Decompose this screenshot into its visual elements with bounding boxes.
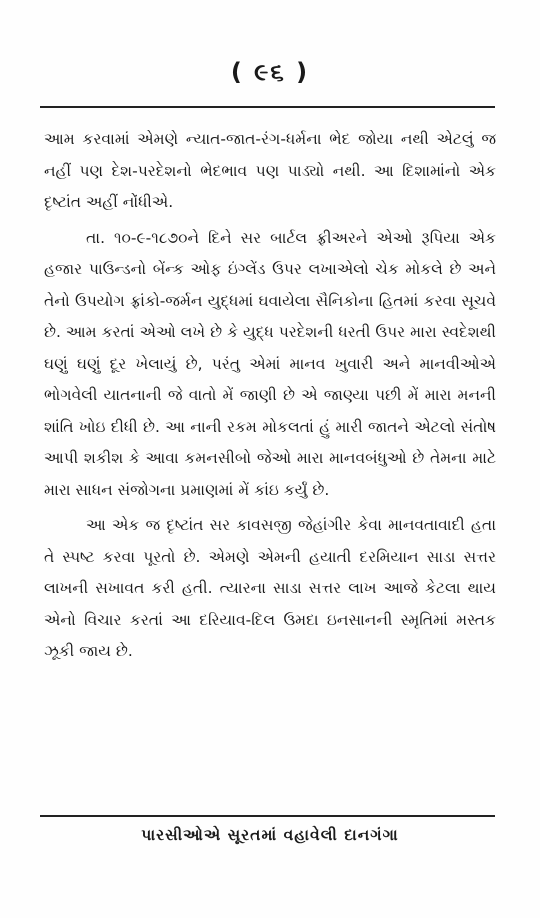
paragraph-letter: તા. ૧૦-૯-૧૮૭૦ને દિને સર બાર્ટલ ફ્રીઅરને એઓ રૂપિયા એક હજાર પાઉન્ડનો બેંન્ક ઓફ ઇંગ્લેંડ ઉપર લખાએલો ચેક મોકલે છે અને તેનો ઉપયોગ ફ્રાંકો-જર્મન યુદ્ધમાં ઘવાયેલા સૈનિકોના હિતમાં કરવા સૂચવે છે. આમ કરતાં એઓ લખે છે કે યુદ્ધ પરદેશની ધરતી ઉપર મારા સ્વદેશથી ઘણું ઘણું દૂર ખેલાયું છે, પરંતુ એમાં માનવ ખુવારી અને માનવીઓએ ભોગવેલી યાતનાની જે વાતો મેં જાણી છે એ જાણ્યા પછી મેં મારા મનની શાંતિ ખોઇ દીધી છે. આ નાની રકમ મોકલતાં હું મારી જાતને એટલો સંતોષ આપી શકીશ કે આવા કમનસીબો જેઓ મારા માનવબંધુઓ છે તેમના માટે મારા સાધન સંજોગના પ્રમાણમાં મેં કાંઇ કર્યું છે. <box>44 228 496 499</box>
page-body <box>44 124 496 668</box>
page-number: ( ૯૬ ) <box>230 58 310 86</box>
header-divider <box>40 106 495 108</box>
footer-divider <box>40 815 495 817</box>
paragraph-conclusion: આ એક જ દૃષ્ટાંત સર કાવસજી જેહાંગીર કેવા માનવતાવાદી હતા તે સ્પષ્ટ કરવા પૂરતો છે. એમણે એમની હયાતી દરમિયાન સાડા સત્તર લાખની સખાવત કરી હતી. ત્યારના સાડા સત્તર લાખ આજે કેટલા થાય એનો વિચાર કરતાં આ દરિયાવ-દિલ ઉમદા ઇનસાનની સ્મૃતિમાં મસ્તક ઝૂકી જાય છે. <box>44 516 496 660</box>
paragraph-intro: આમ કરવામાં એમણે ન્યાત-જાત-રંગ-ધર્મના ભેદ જોયા નથી એટલું જ નહીં પણ દેશ-પરદેશનો ભેદભાવ પણ પાડ્યો નથી. આ દિશામાંનો એક દૃષ્ટાંત અહીં નોંધીએ. <box>44 130 496 211</box>
running-footer-title: પારસીઓએ સૂરતમાં વહાવેલી દાનગંગા <box>141 826 399 844</box>
